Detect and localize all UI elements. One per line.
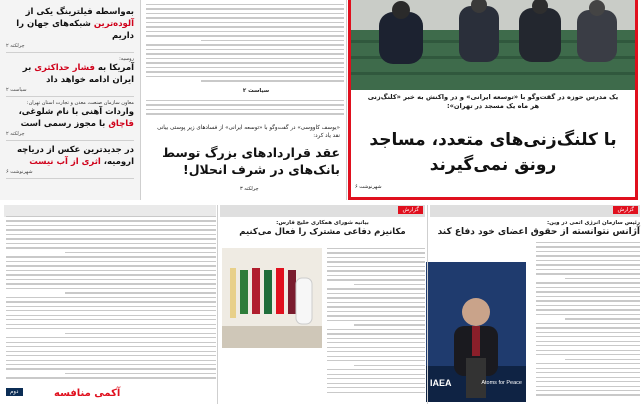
text-line <box>536 287 640 288</box>
brief-headline <box>6 62 134 86</box>
text-line <box>146 35 344 36</box>
brief-headline-highlight: فشار حداکثری <box>34 63 95 73</box>
mosque-photo <box>351 0 635 90</box>
top-divider-2 <box>346 0 347 200</box>
text-line <box>536 291 640 292</box>
brief-headline <box>6 6 134 42</box>
bottom-left-section-tag: دوم <box>6 388 23 396</box>
text-line <box>327 356 425 357</box>
brief-page-ref: سیاست ۲ <box>6 87 27 93</box>
text-line <box>6 216 216 217</box>
text-line <box>6 279 216 280</box>
text-line <box>327 288 425 289</box>
center-headline[interactable]: عقد قراردادهای بزرگ توسط بانک‌های در شرف انحلال! <box>162 145 340 177</box>
brief-headline-highlight: آلوده‌ترین <box>93 19 134 29</box>
text-line <box>146 62 344 63</box>
text-line <box>146 104 344 105</box>
text-line <box>6 342 216 343</box>
text-line <box>327 351 425 352</box>
text-line <box>536 377 640 378</box>
text-line <box>327 275 425 276</box>
brief-headline <box>6 106 134 130</box>
bottom-left-text <box>6 216 216 384</box>
news-briefs-column <box>0 0 140 200</box>
text-line <box>6 265 216 266</box>
text-line <box>6 310 216 311</box>
brief-page-ref: چرلکته ۲ <box>6 131 25 137</box>
text-line <box>6 234 216 235</box>
text-line <box>146 67 344 68</box>
text-line <box>327 342 425 343</box>
text-line <box>536 368 640 369</box>
text-line <box>536 246 640 247</box>
text-line <box>6 225 216 226</box>
brief-kicker: معاون سازمان صنعت، معدن و تجارت استان تهران: <box>26 100 134 106</box>
column-divider <box>427 205 428 404</box>
text-line <box>536 345 640 346</box>
brief-page-ref: شهرنوشت ۶ <box>6 169 33 175</box>
text-line <box>6 229 216 230</box>
brief-headline-highlight: قاچاق <box>108 119 134 129</box>
text-line <box>536 341 640 342</box>
text-line <box>6 301 216 302</box>
text-line <box>327 248 425 249</box>
mosque-prayer-image <box>351 0 635 90</box>
text-line <box>536 363 640 364</box>
text-line <box>565 278 640 279</box>
text-line <box>6 377 216 378</box>
text-line <box>6 238 216 239</box>
text-line <box>6 270 216 271</box>
text-line <box>6 247 216 248</box>
bottom-mid-text <box>327 248 425 398</box>
text-line <box>536 336 640 337</box>
briefs-list <box>6 3 134 179</box>
bottom-mid-headline[interactable]: مکانیزم دفاعی مشترک را فعال می‌کنیم <box>239 227 406 237</box>
brief-page-ref: چرلکته ۲ <box>6 43 25 49</box>
text-line <box>327 257 425 258</box>
text-line <box>65 373 216 374</box>
brief-headline-part: آمریکا به <box>94 63 134 73</box>
bottom-mid-article <box>220 220 425 238</box>
text-line <box>146 109 344 110</box>
text-line <box>536 251 640 252</box>
bottom-right-kicker: رئیس سازمان انرژی اتمی در وین: <box>546 220 640 226</box>
text-line <box>565 359 640 360</box>
text-line <box>6 355 216 356</box>
bottom-right-text <box>536 242 640 402</box>
bottom-mid-tag: گزارش <box>398 206 423 214</box>
text-line <box>327 387 425 388</box>
feature-caption: یک مدرس حوزه در گفت‌وگو با «توسعه ایرانی» و در واکنش به خبر «کلنگ‌زنی هر ماه یک مسجد در تهران»: <box>367 93 619 110</box>
text-line <box>327 252 425 253</box>
speaker-photo <box>426 262 526 402</box>
text-line <box>6 337 216 338</box>
text-line <box>146 31 344 32</box>
text-line <box>327 315 425 316</box>
text-line <box>65 292 216 293</box>
text-line <box>536 300 640 301</box>
text-line <box>327 266 425 267</box>
bottom-right-article <box>430 220 640 388</box>
text-line <box>327 347 425 348</box>
text-line <box>536 327 640 328</box>
text-line <box>536 381 640 382</box>
text-line <box>146 53 344 54</box>
text-line <box>565 318 640 319</box>
text-line <box>327 302 425 303</box>
text-line <box>6 261 216 262</box>
bottom-right-band <box>430 205 640 217</box>
text-line <box>536 242 640 243</box>
bottom-right-headline[interactable]: آژانس نتوانسته از حقوق اعضای خود دفاع کند <box>437 227 640 237</box>
text-line <box>6 243 216 244</box>
text-line <box>6 324 216 325</box>
brief-kicker: روسیه: <box>119 56 134 62</box>
text-line <box>536 260 640 261</box>
text-line <box>6 297 216 298</box>
text-line <box>327 338 425 339</box>
text-line <box>6 288 216 289</box>
text-line <box>6 256 216 257</box>
text-line <box>146 17 344 18</box>
text-line <box>146 13 344 14</box>
text-line <box>536 264 640 265</box>
column-divider-2 <box>217 205 218 404</box>
text-line <box>536 309 640 310</box>
bottom-left-red-headline[interactable]: آکمی منافسه <box>54 388 121 399</box>
text-line <box>536 390 640 391</box>
text-line <box>327 333 425 334</box>
text-line <box>354 284 425 285</box>
text-line <box>327 270 425 271</box>
text-line <box>327 383 425 384</box>
text-line <box>6 283 216 284</box>
brief-headline-part: در جدیدترین عکس از دریاچه ارومیه، <box>16 145 134 167</box>
text-line <box>6 360 216 361</box>
text-line <box>327 360 425 361</box>
text-line <box>146 4 344 5</box>
text-line <box>327 293 425 294</box>
text-line <box>65 333 216 334</box>
brief-headline-part: بر ایران ادامه خواهد داد <box>22 63 134 85</box>
feature-page-ref: شهرنوشت ۶ <box>355 184 382 190</box>
text-line <box>327 311 425 312</box>
text-line <box>201 40 344 41</box>
brief-item[interactable] <box>6 141 134 179</box>
text-line <box>146 49 344 50</box>
text-line <box>536 332 640 333</box>
text-line <box>6 306 216 307</box>
brief-item[interactable] <box>6 53 134 97</box>
text-line <box>536 372 640 373</box>
text-line <box>327 374 425 375</box>
brief-item[interactable] <box>6 97 134 141</box>
text-line <box>536 296 640 297</box>
text-line <box>327 369 425 370</box>
text-line <box>536 282 640 283</box>
text-line <box>146 22 344 23</box>
feature-story <box>348 0 638 200</box>
iaea-sign: Atoms for Peace <box>481 380 522 386</box>
text-line <box>536 350 640 351</box>
text-line <box>327 261 425 262</box>
brief-headline-highlight: اثری از آب نیست <box>29 157 101 167</box>
text-line <box>146 44 344 45</box>
top-divider-1 <box>140 0 141 200</box>
text-line <box>327 297 425 298</box>
center-section-label: سیاست ۲ <box>242 88 270 94</box>
text-line <box>327 329 425 330</box>
text-line <box>536 305 640 306</box>
text-line <box>327 392 425 393</box>
text-line <box>327 378 425 379</box>
text-line <box>354 365 425 366</box>
bottom-mid-kicker: بیانیه شورای همکاری خلیج فارس: <box>276 220 369 226</box>
text-line <box>536 269 640 270</box>
text-line <box>327 306 425 307</box>
brief-headline <box>6 144 134 168</box>
text-line <box>6 220 216 221</box>
text-line <box>536 323 640 324</box>
bottom-right-tag: گزارش <box>613 206 638 214</box>
text-line <box>327 279 425 280</box>
center-kicker: «یوسف کاووسی» در گفت‌وگو با «توسعه ایرانی» از فسادهای زیر پوستی بیانی نقد یاد کرد: <box>157 125 340 139</box>
brief-headline-part: واردات آهنی با نام شلوغی، <box>18 107 134 117</box>
text-line <box>536 314 640 315</box>
center-body-text <box>146 4 344 88</box>
text-line <box>6 315 216 316</box>
text-line <box>146 26 344 27</box>
text-line <box>536 386 640 387</box>
text-line <box>6 328 216 329</box>
feature-headline[interactable]: با کلنگ‌زنی‌های متعدد، مساجد رونق نمی‌گیرند <box>369 130 617 175</box>
brief-headline-part: به‌واسطه فیلترینگ یکی از <box>25 7 134 17</box>
text-line <box>65 252 216 253</box>
text-line <box>146 58 344 59</box>
text-line <box>6 274 216 275</box>
text-line <box>6 364 216 365</box>
text-line <box>201 80 344 81</box>
text-line <box>536 255 640 256</box>
center-lower-text <box>146 100 344 122</box>
text-line <box>536 354 640 355</box>
brief-headline-part: شبکه‌های جهان را داریم <box>16 19 134 41</box>
brief-item[interactable] <box>6 3 134 53</box>
bottom-mid-band <box>220 205 425 217</box>
text-line <box>6 319 216 320</box>
iaea-sign-left: IAEA <box>430 378 452 388</box>
text-line <box>354 324 425 325</box>
bottom-mid-photo <box>222 248 322 348</box>
text-line <box>536 273 640 274</box>
text-line <box>536 394 640 395</box>
text-line <box>146 113 344 114</box>
brief-headline-part: با مجوز رسمی است <box>20 119 109 129</box>
text-line <box>146 100 344 101</box>
text-line <box>6 351 216 352</box>
text-line <box>146 71 344 72</box>
text-line <box>146 8 344 9</box>
center-page-ref: چرلکته ۳ <box>240 186 259 192</box>
text-line <box>6 368 216 369</box>
text-line <box>6 346 216 347</box>
gcc-flags-image <box>222 248 322 348</box>
text-line <box>146 76 344 77</box>
text-line <box>327 320 425 321</box>
